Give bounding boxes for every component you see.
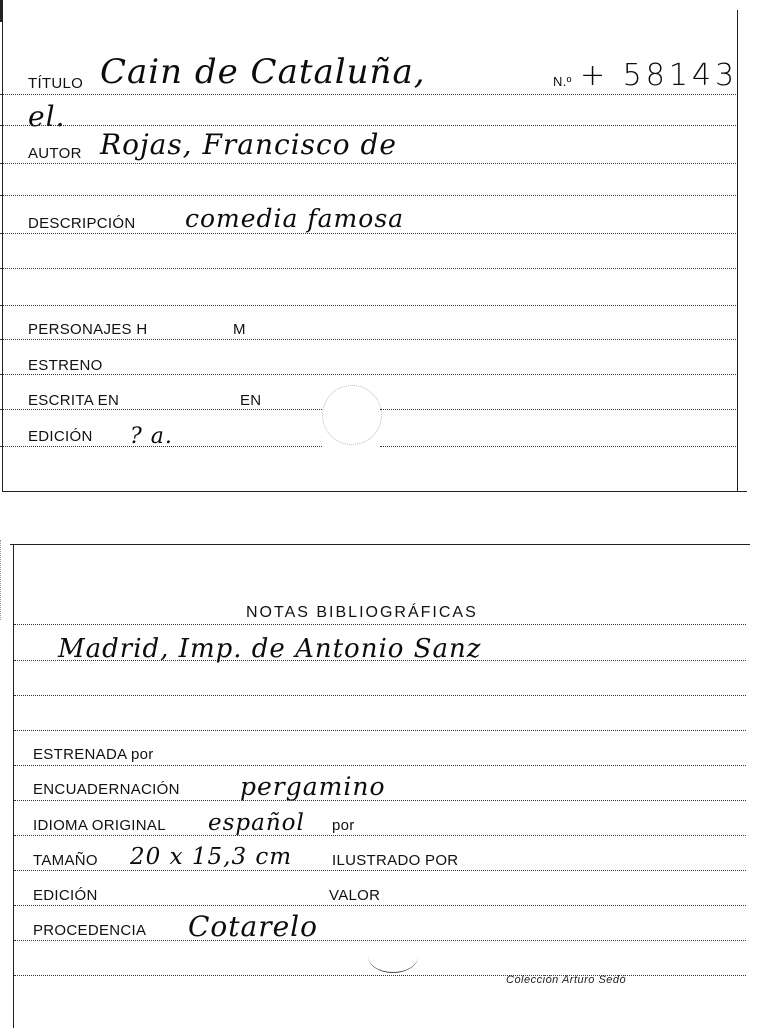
notas-value: Madrid, Imp. de Antonio Sanz xyxy=(58,634,482,664)
ruled-line xyxy=(0,163,736,164)
notas-title: NOTAS BIBLIOGRÁFICAS xyxy=(246,604,478,621)
ilustrado-label: ILUSTRADO POR xyxy=(332,852,459,869)
paper-edge-speckle xyxy=(0,540,15,620)
ruled-line xyxy=(0,94,736,95)
valor-label: VALOR xyxy=(329,887,381,904)
ruled-line xyxy=(0,305,736,306)
catalog-card-bottom xyxy=(0,540,759,1028)
card-left-edge xyxy=(2,0,3,492)
card-top-edge xyxy=(10,544,750,545)
titulo-label: TÍTULO xyxy=(28,75,84,92)
descripcion-label: DESCRIPCIÓN xyxy=(28,215,136,232)
escrita-en-label: EN xyxy=(240,392,262,409)
ruled-line xyxy=(14,730,746,731)
personajes-m-label: M xyxy=(233,321,246,338)
idioma-label: IDIOMA ORIGINAL xyxy=(33,817,166,834)
ruled-line xyxy=(14,624,746,625)
edicion-label: EDICIÓN xyxy=(28,428,93,445)
tamano-label: TAMAÑO xyxy=(33,852,98,869)
ruled-line xyxy=(14,835,746,836)
procedencia-value: Cotarelo xyxy=(188,910,318,943)
ruled-line xyxy=(14,905,746,906)
numero-label: N.º xyxy=(553,74,572,89)
ruled-line xyxy=(0,374,736,375)
personajes-label: PERSONAJES H xyxy=(28,321,148,338)
edicion-label-bottom: EDICIÓN xyxy=(33,887,98,904)
titulo-continuation: el. xyxy=(28,100,66,133)
ruled-line xyxy=(14,695,746,696)
collection-credit: Colección Arturo Sedó xyxy=(506,974,627,986)
descripcion-value: comedia famosa xyxy=(185,204,405,233)
punch-hole-mark xyxy=(368,940,418,973)
idioma-por-label: por xyxy=(332,817,355,834)
titulo-value: Cain de Cataluña, xyxy=(100,52,426,92)
ruled-line xyxy=(380,446,736,447)
ruled-line xyxy=(0,195,736,196)
ruled-line xyxy=(0,233,736,234)
idioma-value: español xyxy=(208,810,305,836)
estrenada-label: ESTRENADA por xyxy=(33,746,154,763)
ruled-line xyxy=(0,125,736,126)
edicion-value: ? a. xyxy=(130,424,173,449)
ruled-line xyxy=(0,409,322,410)
autor-value: Rojas, Francisco de xyxy=(100,128,397,161)
ruled-line xyxy=(14,660,746,661)
autor-label: AUTOR xyxy=(28,145,82,162)
procedencia-label: PROCEDENCIA xyxy=(33,922,147,939)
numero-value: + 58143 xyxy=(580,58,739,93)
ruled-line xyxy=(14,765,746,766)
ruled-line xyxy=(14,975,746,976)
card-bottom-edge xyxy=(2,491,747,492)
ruled-line xyxy=(14,870,746,871)
escrita-label: ESCRITA EN xyxy=(28,392,120,409)
estreno-label: ESTRENO xyxy=(28,357,103,374)
punch-hole-mark xyxy=(322,385,382,445)
card-corner-mark xyxy=(0,0,2,22)
ruled-line xyxy=(0,446,322,447)
encuadernacion-label: ENCUADERNACIÓN xyxy=(33,781,180,798)
ruled-line xyxy=(0,339,736,340)
encuadernacion-value: pergamino xyxy=(240,772,386,801)
ruled-line xyxy=(0,268,736,269)
tamano-value: 20 x 15,3 cm xyxy=(130,844,293,870)
catalog-card-top xyxy=(0,0,759,492)
ruled-line xyxy=(14,800,746,801)
ruled-line xyxy=(380,409,736,410)
